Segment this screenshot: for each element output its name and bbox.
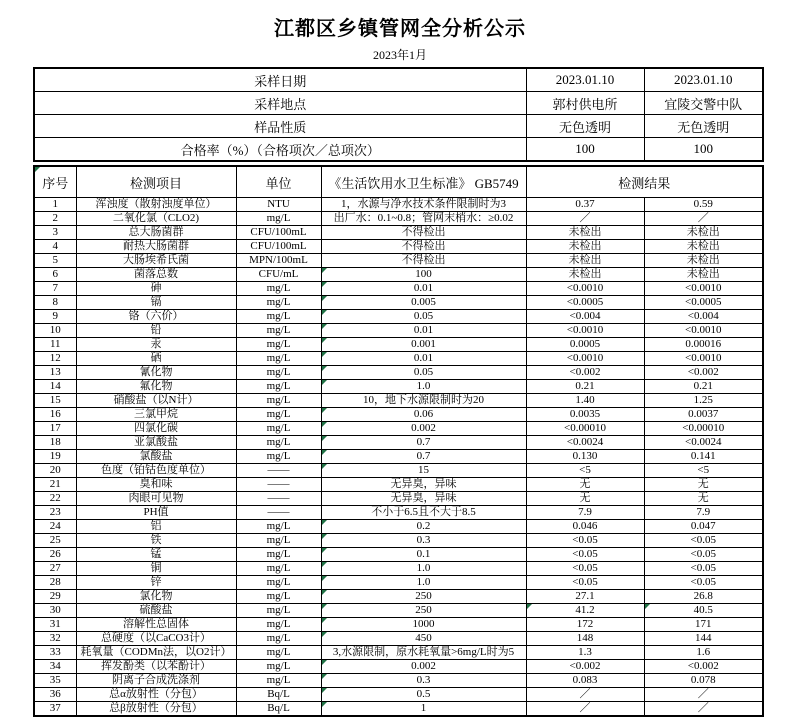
row-no: 21 [34,478,76,492]
row-result-1: 未检出 [526,226,644,240]
row-item: 硝酸盐（以N计） [76,394,236,408]
row-standard: 100 [321,268,526,282]
row-result-2: 1.25 [644,394,763,408]
row-unit: mg/L [236,282,321,296]
row-result-2: <0.0010 [644,282,763,296]
row-no: 6 [34,268,76,282]
analysis-table-body [34,198,763,717]
row-item: 铝 [76,520,236,534]
info-label: 样品性质 [34,115,526,138]
row-item: 大肠埃希氏菌 [76,254,236,268]
row-no: 29 [34,590,76,604]
row-no: 2 [34,212,76,226]
row-item: 铅 [76,324,236,338]
row-no: 30 [34,604,76,618]
table-row [34,632,763,646]
row-result-2: <0.0010 [644,352,763,366]
info-row [34,68,763,92]
row-result-2: 144 [644,632,763,646]
row-result-1: <0.004 [526,310,644,324]
row-item: 耗氧量（CODMn法，以O2计） [76,646,236,660]
table-row [34,702,763,717]
row-result-1: 未检出 [526,268,644,282]
row-item: 溶解性总固体 [76,618,236,632]
row-standard: 0.05 [321,310,526,324]
row-standard: 1000 [321,618,526,632]
row-standard: 0.05 [321,366,526,380]
row-unit: —— [236,464,321,478]
table-row [34,688,763,702]
row-unit: mg/L [236,436,321,450]
row-item: 硒 [76,352,236,366]
table-row [34,506,763,520]
row-standard: 1 [321,702,526,717]
row-unit: Bq/L [236,702,321,717]
row-result-1: 0.21 [526,380,644,394]
row-no: 32 [34,632,76,646]
row-result-1: 未检出 [526,240,644,254]
row-standard: 0.2 [321,520,526,534]
row-no: 4 [34,240,76,254]
row-result-2: 26.8 [644,590,763,604]
row-item: 亚氯酸盐 [76,436,236,450]
row-result-2: 0.21 [644,380,763,394]
row-unit: CFU/100mL [236,226,321,240]
row-standard: 0.002 [321,660,526,674]
row-unit: mg/L [236,450,321,464]
row-unit: mg/L [236,674,321,688]
row-item: 色度（铂钴色度单位） [76,464,236,478]
table-row [34,380,763,394]
row-standard: 不得检出 [321,226,526,240]
row-unit: CFU/100mL [236,240,321,254]
row-result-2: <0.002 [644,660,763,674]
row-standard: 0.1 [321,548,526,562]
row-result-1: 172 [526,618,644,632]
row-result-2: 未检出 [644,226,763,240]
info-label: 合格率（%）（合格项次／总项次） [34,138,526,162]
table-row [34,548,763,562]
row-no: 25 [34,534,76,548]
table-row [34,534,763,548]
info-row [34,138,763,162]
row-standard: 10，地下水源限制时为20 [321,394,526,408]
row-result-1: <0.05 [526,534,644,548]
row-standard: 0.5 [321,688,526,702]
row-result-1: <0.05 [526,576,644,590]
row-result-1: 27.1 [526,590,644,604]
row-unit: mg/L [236,422,321,436]
row-standard: 0.005 [321,296,526,310]
row-result-1: <0.00010 [526,422,644,436]
row-result-2: <0.05 [644,548,763,562]
table-row [34,198,763,212]
analysis-table [33,165,764,717]
row-unit: mg/L [236,562,321,576]
row-unit: mg/L [236,534,321,548]
row-item: 总β放射性（分包） [76,702,236,717]
row-unit: mg/L [236,366,321,380]
row-no: 7 [34,282,76,296]
row-item: 耐热大肠菌群 [76,240,236,254]
row-item: 臭和味 [76,478,236,492]
info-value-1: 无色透明 [526,115,644,138]
row-result-2: 0.141 [644,450,763,464]
row-no: 37 [34,702,76,717]
row-item: 汞 [76,338,236,352]
row-item: 菌落总数 [76,268,236,282]
row-standard: 0.7 [321,436,526,450]
row-result-1: ／ [526,688,644,702]
table-row [34,576,763,590]
table-row [34,212,763,226]
row-unit: mg/L [236,296,321,310]
sample-info-table [33,67,764,162]
row-result-2: ／ [644,688,763,702]
row-unit: mg/L [236,310,321,324]
row-result-1: <0.0010 [526,352,644,366]
row-no: 3 [34,226,76,240]
row-unit: mg/L [236,408,321,422]
table-row [34,408,763,422]
info-row [34,92,763,115]
table-row [34,562,763,576]
row-unit: mg/L [236,646,321,660]
row-result-2: <5 [644,464,763,478]
row-standard: 0.01 [321,352,526,366]
row-standard: 15 [321,464,526,478]
row-result-2: 0.078 [644,674,763,688]
info-value-2: 无色透明 [644,115,763,138]
table-row [34,394,763,408]
row-item: 三氯甲烷 [76,408,236,422]
table-row [34,674,763,688]
row-standard: 不得检出 [321,240,526,254]
table-row [34,282,763,296]
row-result-1: 0.046 [526,520,644,534]
row-result-1: <0.002 [526,660,644,674]
row-result-1: 41.2 [526,604,644,618]
row-standard: 250 [321,604,526,618]
row-unit: mg/L [236,576,321,590]
row-no: 23 [34,506,76,520]
row-result-2: <0.004 [644,310,763,324]
row-result-1: 148 [526,632,644,646]
info-value-1: 2023.01.10 [526,68,644,92]
header-item: 检测项目 [76,166,236,198]
row-result-1: ／ [526,702,644,717]
row-result-2: 无 [644,492,763,506]
row-result-2: <0.05 [644,562,763,576]
row-unit: mg/L [236,324,321,338]
row-result-2: <0.002 [644,366,763,380]
table-row [34,660,763,674]
row-result-2: 未检出 [644,240,763,254]
row-unit: mg/L [236,394,321,408]
row-item: 阴离子合成洗涤剂 [76,674,236,688]
row-item: PH值 [76,506,236,520]
table-row [34,478,763,492]
row-no: 27 [34,562,76,576]
row-item: 四氯化碳 [76,422,236,436]
row-standard: 不小于6.5且不大于8.5 [321,506,526,520]
row-no: 20 [34,464,76,478]
table-row [34,310,763,324]
row-no: 14 [34,380,76,394]
row-item: 氯酸盐 [76,450,236,464]
row-result-1: 1.3 [526,646,644,660]
header-standard: 《生活饮用水卫生标准》 GB5749 [321,166,526,198]
row-item: 总α放射性（分包） [76,688,236,702]
row-result-1: <0.0024 [526,436,644,450]
row-result-1: 未检出 [526,254,644,268]
row-result-1: 无 [526,478,644,492]
table-row [34,324,763,338]
row-no: 28 [34,576,76,590]
report-month: 2023年1月 [372,48,427,62]
row-unit: mg/L [236,338,321,352]
row-standard: 0.7 [321,450,526,464]
row-no: 5 [34,254,76,268]
row-item: 硫酸盐 [76,604,236,618]
info-value-1: 100 [526,138,644,162]
row-unit: —— [236,506,321,520]
row-result-2: <0.05 [644,534,763,548]
row-unit: mg/L [236,520,321,534]
row-no: 24 [34,520,76,534]
row-unit: mg/L [236,618,321,632]
row-item: 镉 [76,296,236,310]
info-label: 采样日期 [34,68,526,92]
row-result-2: 40.5 [644,604,763,618]
table-row [34,450,763,464]
row-unit: mg/L [236,380,321,394]
header-unit: 单位 [236,166,321,198]
row-result-1: 0.083 [526,674,644,688]
row-result-2: <0.0024 [644,436,763,450]
row-item: 浑浊度（散射浊度单位） [76,198,236,212]
row-standard: 无异臭，异味 [321,478,526,492]
header-row [34,166,763,198]
row-no: 33 [34,646,76,660]
row-result-1: 0.37 [526,198,644,212]
row-result-1: ／ [526,212,644,226]
row-result-2: ／ [644,702,763,717]
table-row [34,296,763,310]
row-result-1: <0.0010 [526,324,644,338]
info-label: 采样地点 [34,92,526,115]
header-result: 检测结果 [526,166,763,198]
analysis-table-header [34,166,763,198]
row-unit: mg/L [236,660,321,674]
row-item: 总硬度（以CaCO3计） [76,632,236,646]
row-result-1: 0.0035 [526,408,644,422]
row-unit: NTU [236,198,321,212]
row-standard: 0.01 [321,282,526,296]
row-no: 15 [34,394,76,408]
row-result-2: <0.00010 [644,422,763,436]
header-index: 序号 [34,166,76,198]
row-item: 砷 [76,282,236,296]
row-result-2: 未检出 [644,254,763,268]
row-unit: —— [236,478,321,492]
row-result-2: 0.047 [644,520,763,534]
table-row [34,436,763,450]
row-result-2: 171 [644,618,763,632]
row-no: 9 [34,310,76,324]
row-standard: 0.002 [321,422,526,436]
info-value-1: 郭村供电所 [526,92,644,115]
row-result-2: ／ [644,212,763,226]
table-row [34,366,763,380]
row-standard: 无异臭，异味 [321,492,526,506]
row-standard: 0.01 [321,324,526,338]
row-item: 肉眼可见物 [76,492,236,506]
row-no: 35 [34,674,76,688]
row-no: 13 [34,366,76,380]
table-row [34,352,763,366]
table-row [34,618,763,632]
row-no: 10 [34,324,76,338]
row-item: 铬（六价） [76,310,236,324]
row-no: 17 [34,422,76,436]
row-item: 铜 [76,562,236,576]
row-standard: 1.0 [321,576,526,590]
page-title: 江都区乡镇管网全分析公示 [274,18,526,40]
row-unit: —— [236,492,321,506]
row-item: 氟化物 [76,380,236,394]
row-item: 总大肠菌群 [76,226,236,240]
row-no: 8 [34,296,76,310]
table-row [34,254,763,268]
table-row [34,240,763,254]
row-standard: 0.06 [321,408,526,422]
row-result-1: <0.0005 [526,296,644,310]
row-result-1: <0.002 [526,366,644,380]
row-no: 16 [34,408,76,422]
row-no: 19 [34,450,76,464]
table-row [34,520,763,534]
row-result-2: 无 [644,478,763,492]
row-standard: 250 [321,590,526,604]
row-no: 18 [34,436,76,450]
row-result-2: 0.0037 [644,408,763,422]
row-result-1: 1.40 [526,394,644,408]
row-unit: mg/L [236,548,321,562]
row-result-2: 未检出 [644,268,763,282]
row-no: 26 [34,548,76,562]
row-no: 11 [34,338,76,352]
row-standard: 1.0 [321,562,526,576]
row-unit: mg/L [236,632,321,646]
row-no: 31 [34,618,76,632]
row-result-1: <0.0010 [526,282,644,296]
row-unit: mg/L [236,212,321,226]
row-result-1: 无 [526,492,644,506]
row-item: 氯化物 [76,590,236,604]
row-result-2: <0.0005 [644,296,763,310]
row-unit: mg/L [236,604,321,618]
row-standard: 3,水源限制，原水耗氧量>6mg/L时为5 [321,646,526,660]
row-no: 1 [34,198,76,212]
row-no: 12 [34,352,76,366]
row-unit: Bq/L [236,688,321,702]
row-item: 锰 [76,548,236,562]
row-standard: 450 [321,632,526,646]
row-item: 二氧化氯（CLO2) [76,212,236,226]
row-result-2: <0.0010 [644,324,763,338]
row-result-1: 0.130 [526,450,644,464]
row-item: 挥发酚类（以苯酚计） [76,660,236,674]
row-standard: 不得检出 [321,254,526,268]
row-no: 36 [34,688,76,702]
info-value-2: 宜陵交警中队 [644,92,763,115]
table-row [34,422,763,436]
row-standard: 1，水源与净水技术条件限制时为3 [321,198,526,212]
row-item: 氰化物 [76,366,236,380]
row-standard: 出厂水：0.1~0.8；管网末梢水：≥0.02 [321,212,526,226]
table-row [34,646,763,660]
row-standard: 1.0 [321,380,526,394]
table-row [34,604,763,618]
row-no: 34 [34,660,76,674]
row-item: 锌 [76,576,236,590]
row-unit: MPN/100mL [236,254,321,268]
row-standard: 0.3 [321,674,526,688]
table-row [34,338,763,352]
row-result-2: 1.6 [644,646,763,660]
row-result-1: <0.05 [526,562,644,576]
row-result-1: 7.9 [526,506,644,520]
info-row [34,115,763,138]
row-item: 铁 [76,534,236,548]
table-row [34,590,763,604]
info-value-2: 100 [644,138,763,162]
row-result-2: 7.9 [644,506,763,520]
sample-info-body [34,68,763,161]
row-result-1: <5 [526,464,644,478]
row-result-2: 0.59 [644,198,763,212]
info-value-2: 2023.01.10 [644,68,763,92]
row-unit: CFU/mL [236,268,321,282]
row-standard: 0.3 [321,534,526,548]
row-standard: 0.001 [321,338,526,352]
table-row [34,226,763,240]
table-row [34,492,763,506]
row-result-2: 0.00016 [644,338,763,352]
row-no: 22 [34,492,76,506]
row-result-1: <0.05 [526,548,644,562]
row-unit: mg/L [236,352,321,366]
table-row [34,464,763,478]
row-unit: mg/L [236,590,321,604]
row-result-2: <0.05 [644,576,763,590]
row-result-1: 0.0005 [526,338,644,352]
table-row [34,268,763,282]
